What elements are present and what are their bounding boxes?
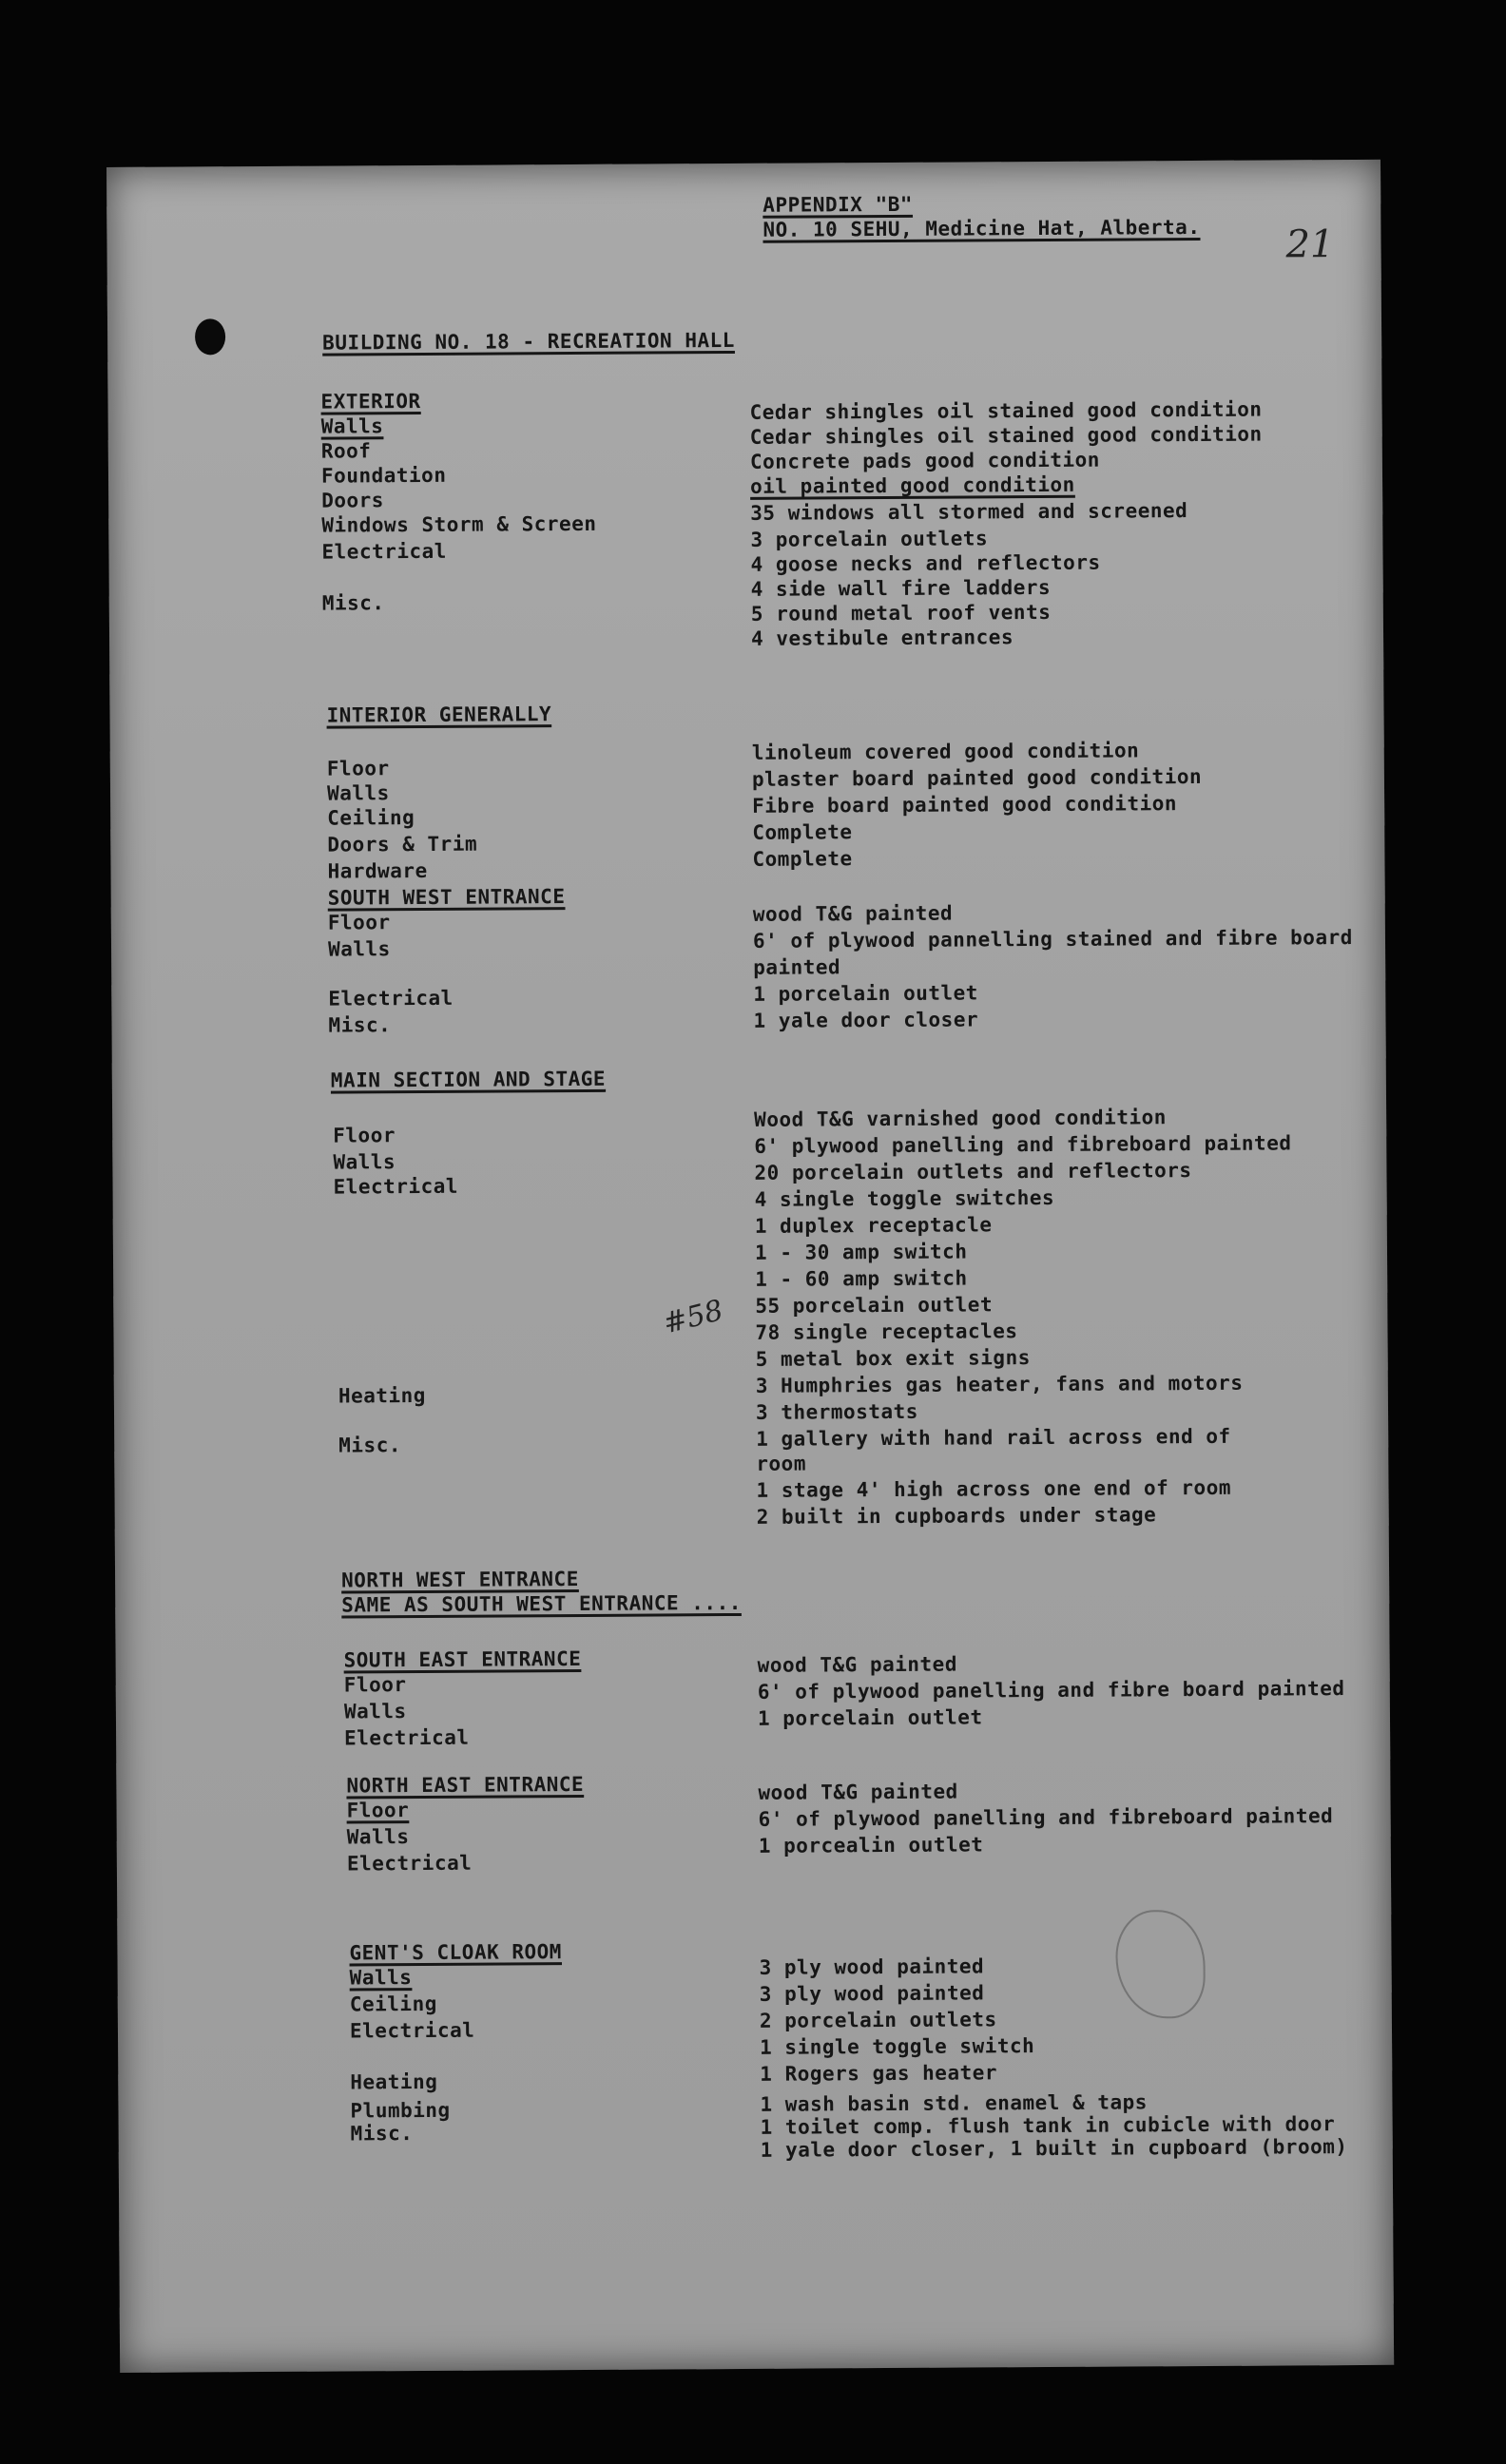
- interior-label: Ceiling: [327, 806, 415, 830]
- north-east-label: Walls: [346, 1825, 410, 1849]
- section-title-north-east: NORTH EAST ENTRANCE: [346, 1772, 585, 1798]
- main-value: Wood T&G varnished good condition: [754, 1106, 1167, 1131]
- main-value: 1 gallery with hand rail across end of: [756, 1424, 1231, 1451]
- interior-label: Floor: [326, 757, 390, 780]
- cloak-room-label: Ceiling: [349, 1992, 437, 2016]
- north-east-value: wood T&G painted: [758, 1780, 958, 1804]
- exterior-value: 3 porcelain outlets: [750, 527, 989, 551]
- main-value: 55 porcelain outlet: [755, 1293, 994, 1318]
- main-value: 3 Humphries gas heater, fans and motors: [755, 1371, 1244, 1397]
- page-number-handwritten: 21: [1285, 222, 1335, 267]
- cloak-room-label: Misc.: [350, 2122, 414, 2146]
- building-title: BUILDING NO. 18 - RECREATION HALL: [322, 328, 735, 355]
- section-title-exterior: EXTERIOR: [320, 389, 421, 414]
- exterior-label: Roof: [320, 439, 372, 463]
- main-value: 1 duplex receptacle: [754, 1213, 993, 1238]
- cloak-room-value: 1 Rogers gas heater: [760, 2061, 998, 2086]
- cloak-room-label: Plumbing: [350, 2098, 451, 2123]
- main-label: Electrical: [333, 1174, 459, 1199]
- cloak-room-value: 1 toilet comp. flush tank in cubicle with door: [760, 2112, 1336, 2139]
- exterior-value: oil painted good condition: [749, 472, 1075, 498]
- interior-value: plaster board painted good condition: [751, 764, 1203, 791]
- interior-value: Complete: [752, 820, 853, 844]
- north-east-label: Floor: [346, 1799, 410, 1822]
- handwritten-scribble: [1115, 1910, 1206, 2019]
- north-east-label: Electrical: [346, 1851, 473, 1876]
- south-east-label: Electrical: [344, 1725, 470, 1750]
- south-east-label: Floor: [343, 1673, 407, 1697]
- exterior-value: 5 round metal roof vents: [750, 600, 1052, 626]
- main-value: 1 - 60 amp switch: [755, 1266, 968, 1291]
- section-title-cloak-room: GENT'S CLOAK ROOM: [349, 1940, 562, 1965]
- exterior-value: Concrete pads good condition: [749, 448, 1100, 473]
- exterior-label: Walls: [320, 414, 384, 438]
- exterior-value: Cedar shingles oil stained good condition: [749, 397, 1263, 424]
- south-east-value: wood T&G painted: [757, 1652, 958, 1677]
- cloak-room-label: Heating: [350, 2069, 438, 2094]
- main-value: room: [756, 1452, 806, 1475]
- main-label: Walls: [333, 1150, 396, 1174]
- cloak-room-value: 3 ply wood painted: [759, 1954, 985, 1979]
- exterior-label: Misc.: [321, 591, 385, 615]
- cloak-room-value: 3 ply wood painted: [759, 1981, 985, 2006]
- main-label: Floor: [333, 1124, 396, 1147]
- cloak-room-value: 2 porcelain outlets: [759, 2008, 997, 2032]
- document-page: [106, 160, 1394, 2373]
- south-west-value: 1 porcelain outlet: [753, 981, 978, 1006]
- interior-label: Walls: [326, 781, 390, 805]
- exterior-label: Doors: [321, 489, 384, 512]
- exterior-value: Cedar shingles oil stained good condition: [749, 422, 1263, 449]
- appendix-label: APPENDIX "B": [763, 192, 914, 217]
- handwritten-note: #58: [660, 1293, 727, 1341]
- punch-hole: [195, 318, 225, 355]
- exterior-label: Foundation: [320, 463, 447, 488]
- interior-value: Fibre board painted good condition: [752, 792, 1178, 818]
- main-label: Heating: [338, 1383, 426, 1408]
- cloak-room-value: 1 wash basin std. enamel & taps: [760, 2090, 1148, 2116]
- section-title-interior: INTERIOR GENERALLY: [326, 703, 552, 727]
- south-east-value: 6' of plywood panelling and fibre board painted: [757, 1677, 1345, 1704]
- main-value: 2 built in cupboards under stage: [756, 1503, 1157, 1529]
- main-value: 3 thermostats: [755, 1399, 918, 1424]
- main-label: Misc.: [338, 1434, 402, 1457]
- interior-value: linoleum covered good condition: [751, 739, 1140, 764]
- north-east-value: 1 porcealin outlet: [758, 1833, 984, 1858]
- unit-location: NO. 10 SEHU, Medicine Hat, Alberta.: [763, 215, 1201, 241]
- main-value: 1 - 30 amp switch: [754, 1240, 968, 1264]
- exterior-label: Electrical: [321, 539, 447, 564]
- exterior-value: 35 windows all stormed and screened: [750, 499, 1188, 525]
- interior-label: Doors & Trim: [327, 832, 478, 857]
- exterior-value: 4 vestibule entrances: [750, 626, 1014, 650]
- section-title-north-west: NORTH WEST ENTRANCE: [341, 1567, 579, 1592]
- south-west-label: Walls: [327, 937, 391, 961]
- north-west-note: SAME AS SOUTH WEST ENTRANCE ....: [341, 1590, 742, 1617]
- north-east-value: 6' of plywood panelling and fibreboard painted: [758, 1804, 1334, 1831]
- main-value: 78 single receptacles: [755, 1319, 1018, 1344]
- south-west-value: 6' of plywood pannelling stained and fibre board: [752, 926, 1353, 953]
- south-west-label: Electrical: [328, 986, 454, 1011]
- main-value: 4 single toggle switches: [754, 1185, 1055, 1211]
- exterior-value: 4 goose necks and reflectors: [750, 550, 1101, 576]
- south-west-value: painted: [753, 955, 841, 979]
- exterior-value: 4 side wall fire ladders: [750, 575, 1052, 601]
- south-west-value: 1 yale door closer: [753, 1008, 979, 1032]
- section-title-main: MAIN SECTION AND STAGE: [330, 1067, 607, 1092]
- south-east-value: 1 porcelain outlet: [757, 1705, 983, 1730]
- cloak-room-value: 1 single toggle switch: [760, 2034, 1035, 2059]
- exterior-label: Windows Storm & Screen: [321, 511, 597, 537]
- main-value: 6' plywood panelling and fibreboard painted: [754, 1131, 1292, 1158]
- main-value: 5 metal box exit signs: [755, 1346, 1031, 1371]
- section-title-south-east: SOUTH EAST ENTRANCE: [343, 1646, 582, 1672]
- cloak-room-label: Electrical: [349, 2018, 475, 2043]
- interior-label: Hardware: [327, 858, 428, 883]
- main-value: 1 stage 4' high across one end of room: [756, 1475, 1232, 1502]
- south-east-label: Walls: [343, 1700, 407, 1723]
- main-value: 20 porcelain outlets and reflectors: [754, 1159, 1192, 1184]
- south-west-value: wood T&G painted: [752, 901, 954, 926]
- interior-value: Complete: [752, 847, 853, 871]
- south-west-label: Misc.: [328, 1013, 392, 1037]
- cloak-room-value: 1 yale door closer, 1 built in cupboard (broom): [760, 2135, 1348, 2162]
- south-west-label: Floor: [327, 911, 391, 934]
- cloak-room-label: Walls: [349, 1966, 413, 1990]
- section-title-south-west: SOUTH WEST ENTRANCE: [327, 885, 566, 910]
